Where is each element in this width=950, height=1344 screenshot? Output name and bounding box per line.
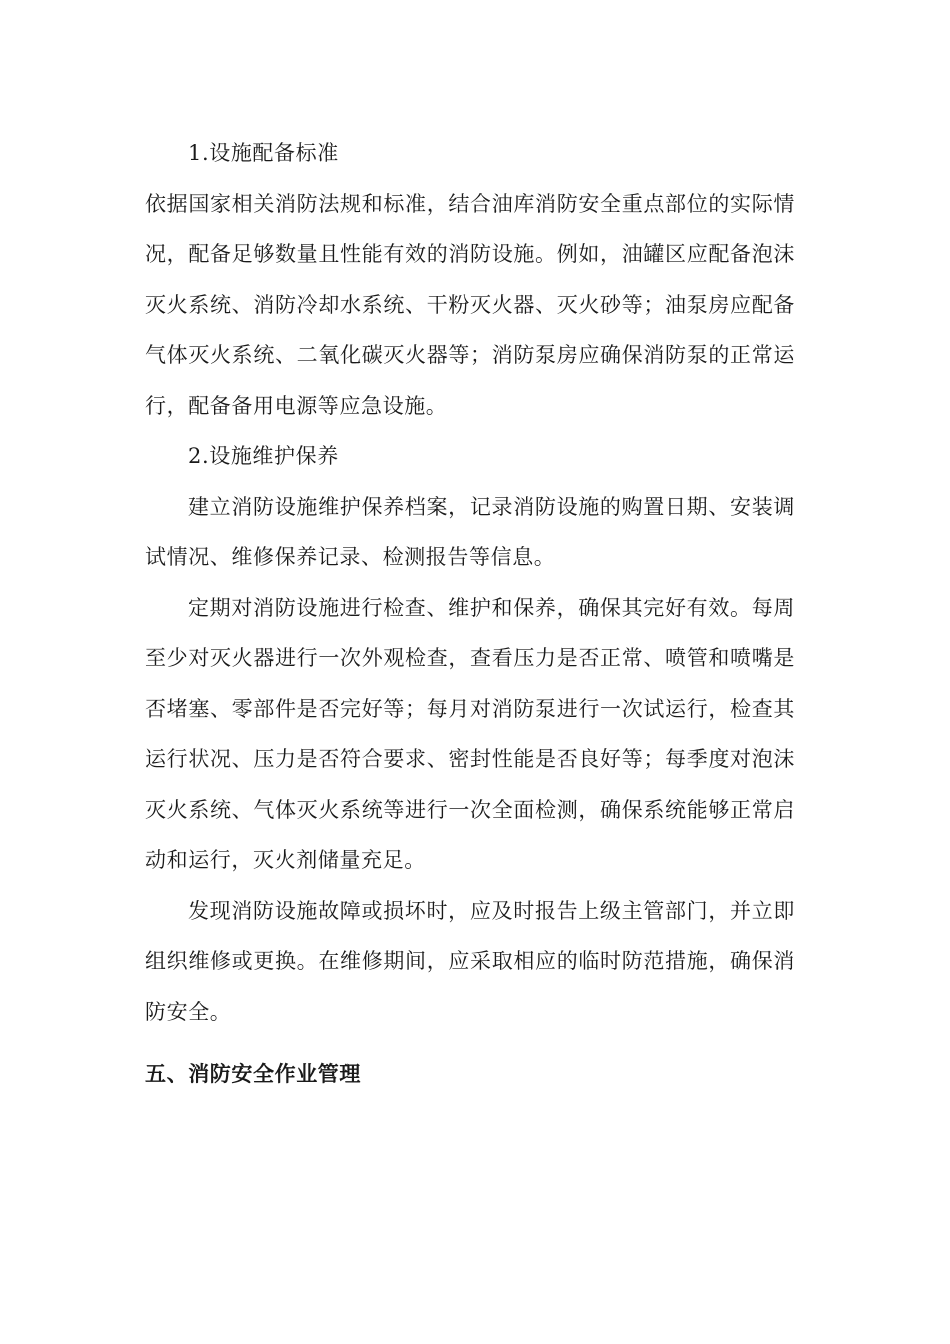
- paragraph-maintenance-records: 建立消防设施维护保养档案，记录消防设施的购置日期、安装调试情况、维修保养记录、检测报告等信息。: [145, 494, 795, 569]
- section-heading-operations: 五、消防安全作业管理: [145, 1062, 361, 1086]
- subheading-facility-maintenance: 2.设施维护保养: [188, 444, 339, 468]
- section-spacer: [145, 1037, 795, 1049]
- paragraph-facility-standards: 依据国家相关消防法规和标准，结合油库消防安全重点部位的实际情况，配备足够数量且性能有效的消防设施。例如，油罐区应配备泡沫灭火系统、消防冷却水系统、干粉灭火器、灭火砂等；油泵房应配备气体灭火系统、二氧化碳灭火器等；消防泵房应确保消防泵的正常运行，配备备用电源等应急设施。: [145, 191, 795, 418]
- document-body: [145, 128, 795, 1099]
- paragraph-regular-inspection: 定期对消防设施进行检查、维护和保养，确保其完好有效。每周至少对灭火器进行一次外观检查，查看压力是否正常、喷管和喷嘴是否堵塞、零部件是否完好等；每月对消防泵进行一次试运行，检查其运行状况、压力是否符合要求、密封性能是否良好等；每季度对泡沫灭火系统、气体灭火系统等进行一次全面检测，确保系统能够正常启动和运行，灭火剂储量充足。: [145, 595, 795, 872]
- subheading-facility-standards: 1.设施配备标准: [188, 141, 339, 165]
- paragraph-fault-handling: 发现消防设施故障或损坏时，应及时报告上级主管部门，并立即组织维修或更换。在维修期间，应采取相应的临时防范措施，确保消防安全。: [145, 898, 795, 1024]
